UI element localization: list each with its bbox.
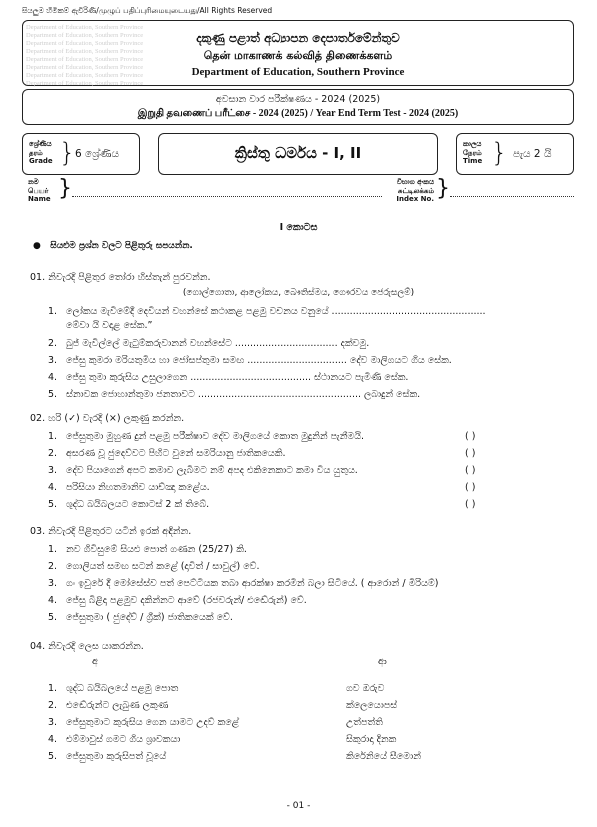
q1-item-1-cont: මේවා යි වදාළ සේක.” bbox=[66, 320, 153, 331]
q3-item-3: 3. ගං ඉවුරේ දී මෝසේස්ව පත් පෙට්ටියක තබා ආරක්ෂා කරමින් බලා සිටියේ. ( ආරොන් / මිරියම්) bbox=[48, 578, 439, 589]
q3-title: 03. නිවැරදි පිළිතුරට යටින් ඉරක් අඳින්න. bbox=[30, 526, 192, 537]
q2-answer-4[interactable]: ( ) bbox=[465, 482, 476, 493]
q4-right-2: ක්ලෙයොපස් bbox=[346, 700, 398, 711]
name-field[interactable] bbox=[72, 196, 382, 197]
q4-left-2: 2. එඬේරුන්ට ලැබුණ ලකුණ bbox=[48, 700, 169, 711]
page-number: - 01 - bbox=[286, 801, 311, 811]
section-title: I කොටස bbox=[279, 222, 318, 233]
grade-label: ශ්‍රේණිය தரம் Grade bbox=[29, 140, 53, 165]
q4-right-1: ගව ඔරුව bbox=[346, 683, 385, 694]
q1-item-3: 3. ජේසු කුමරා මරියතුමිය හා ජෝසප්තුමා සමඟ ................................. දේව මාලිගයට ගිය සේක. bbox=[48, 355, 452, 366]
time-value: පැය 2 යි bbox=[513, 148, 552, 160]
exam-title-sinhala: අවසාන වාර පරීක්ෂණය - 2024 (2025) bbox=[215, 94, 381, 105]
time-box bbox=[456, 133, 574, 175]
q4-left-3: 3. ජේසුතුමාට කුරුසිය ගෙන යාමට උදව් කළේ bbox=[48, 717, 239, 728]
q2-item-4: 4. පරිසියා නිහතමානිව යාච්ඤා කළේය. bbox=[48, 482, 210, 493]
name-label: නම பெயர் Name bbox=[28, 178, 51, 203]
q1-item-5: 5. ස්නාවක ජොහාන්තුමා ජනතාවට ...................................................... ලබාදුන් සේක. bbox=[48, 389, 421, 400]
grade-box bbox=[22, 133, 140, 175]
rights-text: සියලුම හිමිකම් ඇවිරිණි/முழுப் பதிப்புரிமையுடையது/All Rights Reserved bbox=[22, 6, 273, 15]
grade-brace: } bbox=[59, 138, 76, 168]
q3-item-4: 4. ජේසු බිළිදා පළමුව දකින්නට ආවේ (රජවරුන්/ එඬේරුන්) වේ. bbox=[48, 595, 307, 606]
q1-item-4: 4. ජේසු තුමා කුරුසිය උසුලාගෙන ........................................ ස්ථානයට පැමිණි සේක. bbox=[48, 372, 409, 383]
department-tamil: தென் மாகாணக் கல்வித் திணைக்களம் bbox=[203, 49, 393, 62]
department-box bbox=[22, 20, 574, 86]
q1-title: 01. නිවැරදි පිළිතුර තෝරා හිස්තැන් පුරවන්න. bbox=[30, 272, 211, 283]
subject-box bbox=[158, 133, 438, 175]
q4-right-4: සිකුරාදා දිනක bbox=[346, 734, 397, 745]
time-brace: } bbox=[491, 138, 508, 168]
index-label: විභාග අංකය சுட்டிலக்கம் Index No. bbox=[396, 178, 434, 203]
q2-answer-1[interactable]: ( ) bbox=[465, 431, 476, 442]
q2-answer-3[interactable]: ( ) bbox=[465, 465, 476, 476]
q4-column-b-header: ආ bbox=[378, 656, 387, 667]
q3-item-2: 2. ගොලියත් සමඟ සටන් කළේ (දාවිත් / සාවුල්) වේ. bbox=[48, 561, 260, 572]
q4-column-a-header: අ bbox=[92, 656, 98, 667]
q1-item-2: 2. බුජ් මැවිල්ලේ මැටුම්කරුවානන් වහන්සේට .................................. දක්වමු. bbox=[48, 338, 370, 349]
q4-left-1: 1. ශුද්ධ බයිබලයේ පළමු පොත bbox=[48, 683, 179, 694]
q2-item-5: 5. ශුද්ධ බයිබලයට කොටස් 2 ක් තිබේ. bbox=[48, 499, 210, 510]
q2-answer-5[interactable]: ( ) bbox=[465, 499, 476, 510]
exam-title-tamil-english: இறுதி தவணைப் பரீட்சை - 2024 (2025) / Year End Term Test - 2024 (2025) bbox=[137, 108, 459, 119]
index-field[interactable] bbox=[450, 196, 574, 197]
q4-title: 04. නිවැරදි ලෙස යාකරන්න. bbox=[30, 641, 144, 652]
q3-item-1: 1. නව ගිවිසුමේ සියළු පොත් ගණන (25/27) කි. bbox=[48, 544, 247, 555]
grade-value: 6 ශ්‍රේණිය bbox=[75, 148, 120, 160]
q2-item-1: 1. ජේසුතුමා මුහුණ දුන් පළමු පරීක්ෂාව දේව මාලිගයේ කොත මුදුනින් පැනීමයි. bbox=[48, 431, 365, 442]
time-label: කාලය நேரம் Time bbox=[463, 140, 483, 165]
q4-left-5: 5. ජේසුතුමා කුරුසිපත් වූයේ bbox=[48, 751, 167, 762]
rights-line bbox=[22, 6, 272, 16]
q1-item-1: 1. ලෝකය මැවීමේදී දෙවියන් වහන්සේ කථාකළ පළමු වචනය වනුයේ ................................................... bbox=[48, 306, 486, 317]
subject-title: ක්‍රිස්තු ධර්මය - I, II bbox=[234, 144, 362, 162]
q2-answer-2[interactable]: ( ) bbox=[465, 448, 476, 459]
q4-left-4: 4. එම්මාවුස් ගමට ගිය ශ්‍රාවකයා bbox=[48, 734, 181, 745]
q4-right-3: උත්පත්ති bbox=[346, 717, 383, 728]
department-sinhala: දකුණු පළාත් අධ්‍යාපන දෙපාර්තමේන්තුව bbox=[196, 31, 400, 45]
bullet-icon: ● bbox=[33, 241, 51, 251]
q3-item-5: 5. ජේසුතුමා ( ජුදේව් / ග්‍රීක්) ජාතිකයෙක් වේ. bbox=[48, 612, 233, 623]
q2-item-2: 2. අසරණ වූ ජුදෙව්වට පිහිට වුනේ සමරියානු ජාතිකයෙකි. bbox=[48, 448, 286, 459]
name-brace: } bbox=[58, 176, 72, 201]
watermark-background: Department of Education, Southern Province Department of Education, Southern Province Department of Education, Southern Province Department of Education, Southern Province Department of Education, Southern Province Department of Education, Southern Province Department of Education, Southern Province Department of Education, Southern Province bbox=[26, 24, 144, 87]
department-english: Department of Education, Southern Province bbox=[191, 66, 405, 78]
index-brace: } bbox=[436, 176, 450, 201]
instruction: ● සියළුම ප්‍රශ්න වලට පිළිතුරු සපයන්න. bbox=[33, 241, 193, 251]
q2-item-3: 3. දේව පියාගෙන් අපට කමාව ලැබීමට නම් අපද එකිනෙකාට කමා විය යුතුය. bbox=[48, 465, 358, 476]
q1-options: (ගොල්ගොතා, ආලෝකය, බෞතිස්මය, ගෞරවය ජෙරුසලම්) bbox=[182, 288, 415, 298]
q4-right-5: කිරේනියේ සීමොන් bbox=[346, 751, 421, 762]
exam-title-box bbox=[22, 89, 574, 125]
q2-title: 02. හරි (✓) වැරදි (×) ලකුණු කරන්න. bbox=[30, 413, 185, 424]
